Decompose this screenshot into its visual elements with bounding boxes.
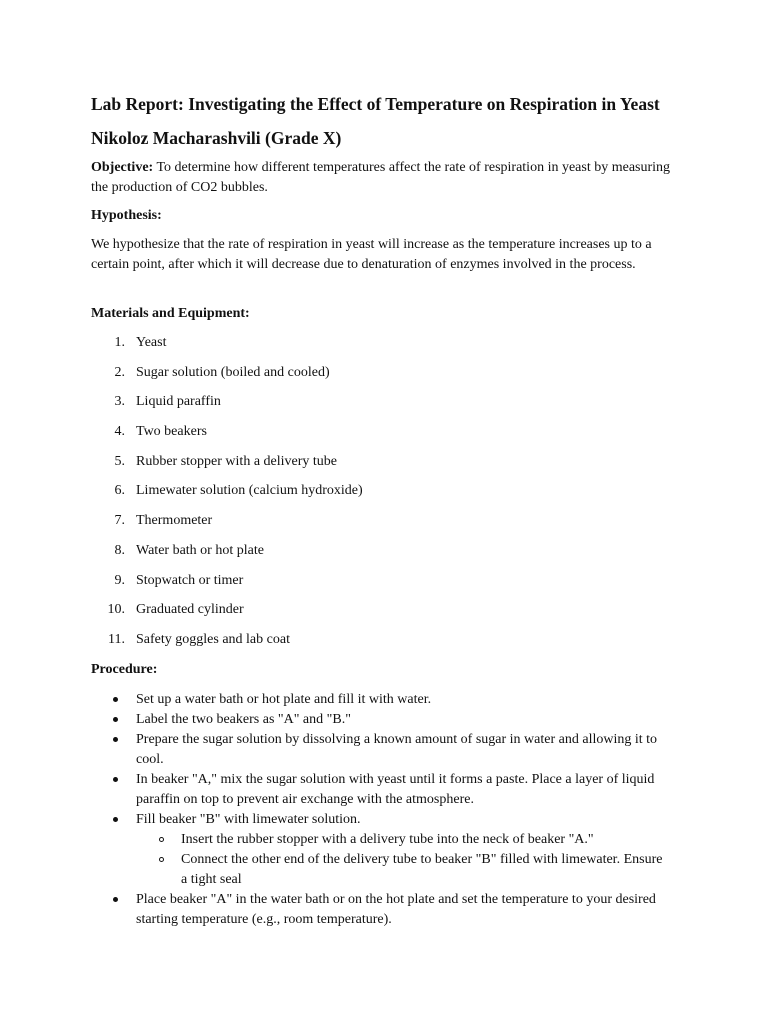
list-text: Graduated cylinder (136, 602, 244, 618)
list-item (91, 422, 671, 452)
list-number: 2. (114, 364, 125, 380)
procedure-step (91, 710, 671, 730)
list-text: Sugar solution (boiled and cooled) (136, 364, 330, 380)
bullet-icon (113, 897, 118, 902)
list-item (91, 333, 671, 363)
list-number: 8. (114, 542, 125, 558)
procedure-step (91, 690, 671, 710)
procedure-step (91, 770, 671, 810)
list-text: Safety goggles and lab coat (136, 631, 290, 647)
author-line: Nikoloz Macharashvili (Grade X) (91, 128, 342, 148)
substep-text: Connect the other end of the delivery tube to beaker "B" filled with limewater. Ensure a tight seal (181, 852, 663, 887)
list-number: 7. (114, 513, 125, 529)
step-text: Label the two beakers as "A" and "B." (136, 712, 351, 727)
step-text: Set up a water bath or hot plate and fill it with water. (136, 692, 432, 707)
procedure-list (91, 690, 671, 930)
procedure-substep (91, 830, 671, 850)
list-text: Water bath or hot plate (136, 542, 264, 558)
list-item (91, 392, 671, 422)
list-number: 5. (114, 453, 125, 469)
list-number: 4. (114, 424, 125, 440)
list-item (91, 541, 671, 571)
bullet-icon (113, 777, 118, 782)
bullet-icon (113, 697, 118, 702)
list-item (91, 363, 671, 393)
circle-bullet-icon (159, 857, 164, 862)
step-text: Prepare the sugar solution by dissolving a known amount of sugar in water and allowing it to cool. (136, 732, 658, 767)
hypothesis-heading: Hypothesis: (91, 208, 162, 223)
list-number: 10. (107, 602, 125, 618)
circle-bullet-icon (159, 837, 164, 842)
list-text: Thermometer (136, 513, 213, 529)
list-number: 3. (114, 394, 125, 410)
objective-text: To determine how different temperatures affect the rate of respiration in yeast by measuring the production of CO2 bubbles. (91, 160, 671, 195)
procedure-step (91, 810, 671, 830)
bullet-icon (113, 717, 118, 722)
objective-label: Objective: (91, 160, 154, 175)
hypothesis-text: We hypothesize that the rate of respiration in yeast will increase as the temperature increases up to a certain point, after which it will decrease due to denaturation of enzymes involved in the process. (91, 237, 652, 272)
list-item (91, 630, 671, 660)
procedure-substep (91, 850, 671, 890)
list-text: Limewater solution (calcium hydroxide) (136, 483, 363, 499)
list-text: Liquid paraffin (136, 394, 221, 410)
materials-heading: Materials and Equipment: (91, 306, 250, 321)
materials-list (91, 333, 671, 660)
list-text: Stopwatch or timer (136, 572, 244, 588)
bullet-icon (113, 737, 118, 742)
list-number: 6. (114, 483, 125, 499)
procedure-heading: Procedure: (91, 662, 158, 677)
list-text: Rubber stopper with a delivery tube (136, 453, 338, 469)
list-number: 1. (114, 335, 125, 350)
list-number: 11. (108, 631, 125, 647)
list-item (91, 600, 671, 630)
objective-paragraph (91, 158, 671, 198)
step-text: Fill beaker "B" with limewater solution. (136, 812, 361, 827)
procedure-step (91, 730, 671, 770)
procedure-step (91, 890, 671, 930)
step-text: Place beaker "A" in the water bath or on the hot plate and set the temperature to your desired starting temperature (e.g., room temperature). (136, 892, 656, 927)
list-text: Two beakers (136, 424, 207, 440)
list-item (91, 481, 671, 511)
list-item (91, 452, 671, 482)
list-item (91, 511, 671, 541)
list-text: Yeast (136, 335, 167, 350)
list-number: 9. (114, 572, 125, 588)
list-item (91, 571, 671, 601)
report-title: Lab Report: Investigating the Effect of Temperature on Respiration in Yeast (91, 94, 660, 114)
substep-text: Insert the rubber stopper with a delivery tube into the neck of beaker "A." (181, 832, 594, 847)
step-text: In beaker "A," mix the sugar solution with yeast until it forms a paste. Place a layer of liquid paraffin on top to prevent air exchange with the atmosphere. (136, 772, 655, 807)
bullet-icon (113, 817, 118, 822)
